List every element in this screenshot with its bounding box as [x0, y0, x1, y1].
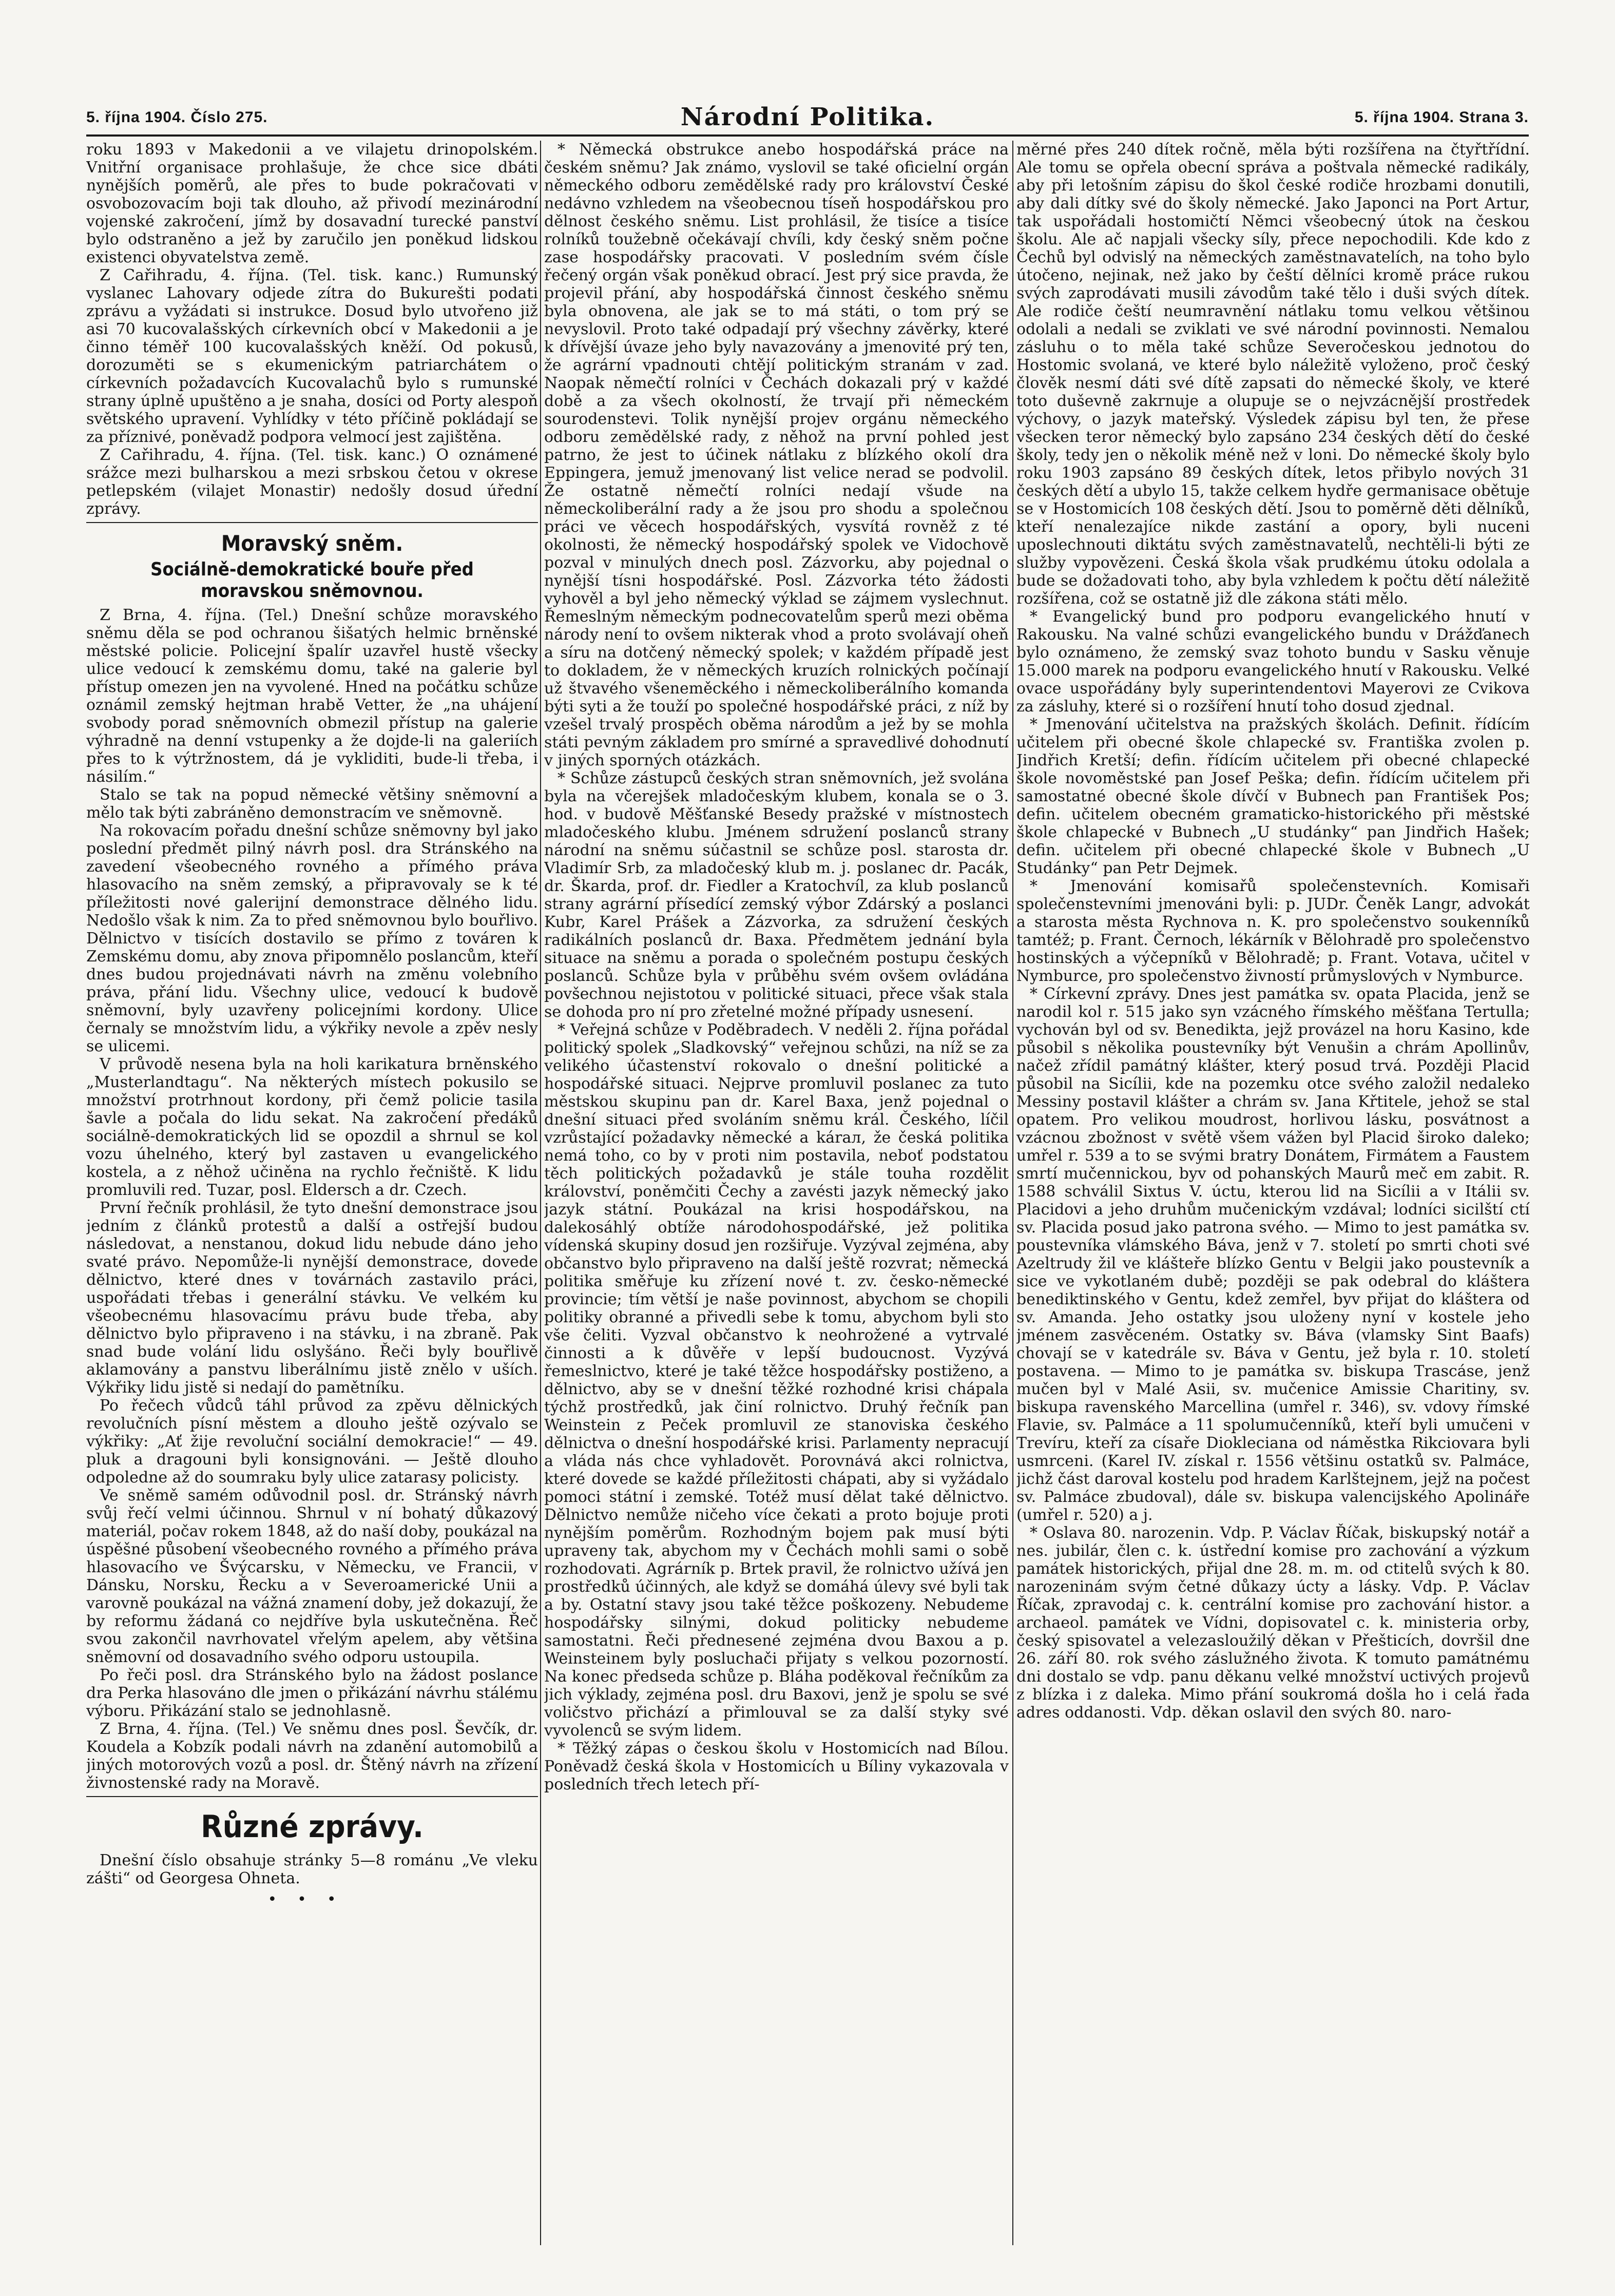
- article-paragraph: roku 1893 v Makedonii a ve vilajetu drinopolském. Vnitřní organisace prohlašuje, že chce sice dbáti nynějších poměrů, ale přes to bude pokračovati v osvobozovacím boji tak dlouho, až přivodí mezinárodní vojenské zakročení, jímž by dosavadní turecké panství bylo odstraněno a jež by zaručilo jen poněkud lidskou existenci obyvatelstva země.: [86, 141, 538, 266]
- column-divider: [1012, 141, 1013, 2245]
- article-paragraph: * Církevní zprávy. Dnes jest památka sv. opata Placida, jenž se narodil kol r. 515 jako syn vzácného římského měšťana Tertulla; vychován byl od sv. Benedikta, jejž provázel na horu Kasino, kde působil s několika poustevníky být Venušin a chrám Apollinův, načež zřídil památný klášter, který posud trvá. Později Placid působil na Sicílii, kde na pozemku otce svého založil nedaleko Messiny postavil klášter a chrám sv. Jana Křtitele, jehož se stal opatem. Pro velikou moudrost, horlivou lásku, posvátnost a vzácnou zbožnost v světě všem vážen byl Placid široko daleko; umřel r. 539 a to se svými bratry Donátem, Firmátem a Faustem smrtí mučennickou, byv od pohanských Maurů meč em zabit. R. 1588 schválil Sixtus V. úctu, kterou lid na Sicílii a v Itálii sv. Placidovi a jeho druhům mučenickým vzdával; lodníci sicilští ctí sv. Placida posud jako patrona svého. — Mimo to jest památka sv. poustevníka vlámského Báva, jenž v 7. století po smrti choti své Azeltrudy žil ve klášteře blízko Gentu v Belgii jako poustevník a sice ve vykotlaném dubě; později se pak odebral do kláštera benediktinského v Gentu, kdež zemřel, byv přijat do kláštera od sv. Amanda. Jeho ostatky jsou uloženy nyní v kostele jeho jménem zasvěceném. Ostatky sv. Báva (vlamsky Sint Baafs) chovají se v katedrále sv. Báva v Gentu, jež byla r. 10. století postavena. — Mimo to je památka sv. biskupa Trascáse, jenž mučen byl v Malé Asii, sv. mučenice Amissie Charitiny, sv. biskupa ravenského Marcellina (umřel r. 346), sv. vdovy římské Flavie, sv. Palmáce a 11 spolumučenníků, kteří byli umučeni v Trevíru, kteří za císaře Diokleciana od náměstka Rikciovara byli usmrceni. (Karel IV. získal r. 1556 většinu ostatků sv. Palmáce, jichž část daroval kostelu pod hradem Karlštejnem, jejž na počest sv. Palmáce zbudoval), dále sv. biskupa valencijského Apolináře (umřel r. 520) a j.: [1016, 985, 1530, 1524]
- masthead-title: Národní Politika.: [680, 103, 935, 131]
- article-paragraph: * Těžký zápas o českou školu v Hostomicích nad Bílou. Poněvadž česká škola v Hostomicích u Bíliny vykazovala v posledních třech letech pří-: [544, 1740, 1009, 1793]
- article-paragraph: Na rokovacím pořadu dnešní schůze sněmovny byl jako poslední předmět pilný návrh posl. dra Stránského na zavedení všeobecného rovného a přímého práva hlasovacího na sněm zemský, a připravovaly se k té příležitosti nové galerijní demonstrace dělného lidu. Nedošlo však k nim. Za to před sněmovnou bylo bouřlivo. Dělnictvo v tisících dostavilo se přímo z továren k Zemskému domu, aby znova připomnělo poslancům, kteří dnes budou projednávati návrh na změnu volebního práva, přání lidu. Všechny ulice, vedoucí k budově sněmovní, byly uzavřeny policejními kordony. Ulice černaly se množstvím lidu, a výkřiky nevole a zpěv nesly se ulicemi.: [86, 822, 538, 1055]
- article-paragraph: V průvodě nesena byla na holi karikatura brněnského „Musterlandtagu“. Na některých místech pokusilo se množství protrhnout kordony, při čemž policie tasila šavle a počala do lidu sekat. Na zakročení předáků sociálně-demokratických lid se opozdil a shrnul se kol vozu úhelného, který byl zastaven u evangelického kostela, a z něhož učiněna na rychlo řečniště. K lidu promluvili red. Tuzar, posl. Eldersch a dr. Czech.: [86, 1055, 538, 1199]
- article-paragraph: * Evangelický bund pro podporu evangelického hnutí v Rakousku. Na valné schůzi evangelického bundu v Drážďanech bylo oznámeno, že zemský svaz tohoto bundu v Sasku věnuje 15.000 marek na podporu evangelického hnutí v Rakousku. Velké ovace uspořádány byly superintendentovi Mayerovi ze Cvikova za zásluhy, které si o rozšíření hnutí toho dosud zjednal.: [1016, 608, 1530, 716]
- section-subtitle: Sociálně-demokratické bouře před moravskou sněmovnou.: [150, 559, 474, 602]
- section-divider: [86, 522, 538, 523]
- article-paragraph: Stalo se tak na popud německé většiny sněmovní a mělo tak býti zabráněno demonstracím ve sněmovně.: [86, 786, 538, 822]
- article-paragraph: Po řečech vůdců táhl průvod za zpěvu dělnických revolučních písní městem a dlouho ještě ozývalo se výkřiky: „Ať žije revoluční sociální demokracie!“ — 49. pluk a dragouni byli konsignováni. — Ještě dlouho odpoledne až do soumraku byly ulice zatarasy policisty.: [86, 1397, 538, 1487]
- section-divider: [86, 1796, 538, 1797]
- column-3: [1016, 141, 1530, 2245]
- section-title-news: Různé zprávy.: [201, 1809, 424, 1845]
- section-title: Moravský sněm.: [221, 531, 403, 556]
- ornament-dots: •••: [267, 1890, 357, 1908]
- article-paragraph: * Německá obstrukce anebo hospodářská práce na českém sněmu? Jak známo, vyslovil se také oficielní orgán německého odboru zemědělské rady pro království České nedávno vzhledem na všeobecnou tíseň hospodářskou pro dělnost českého sněmu. List prohlásil, že tisíce a tisíce rolníků toužebně očekávají chvíli, kdy český sněm počne zase hospodářsky pracovati. V posledním svém čísle řečený orgán však poněkud obrací. Jest prý sice pravda, že projevil přání, aby hospodářská činnost českého sněmu byla obnovena, ale jak se to má státi, o tom prý se nevyslovil. Proto také odpadají prý všechny závěrky, které k dřívější úvaze jeho byly navazovány a jmenovité prý ten, že agrární vpadnouti chtějí politickým stranám v zad. Naopak němečtí rolníci v Čechách dokazali prý v každé době a za všech okolností, že trvají při německém sourodenstevi. Tolik nynější projev orgánu německého odboru zemědělské rady, z něhož na první pohled jest patrno, že jest to účinek nátlaku z blízkého okolí dra Eppingera, jemuž jmenovaný list velice nerad se podvolil. Že ostatně němečtí rolníci nedají všude na německoliberální rady a že jsou pro shodu a společnou práci ve věcech hospodářských, vysvítá rovněž z té okolnosti, že německý hospodářský spolek ve Vidochově pozval v minulých dnech posl. Zázvorku, aby pojednal o nynější tísni hospodářské. Posl. Zázvorka této žádosti vyhověl a byl jeho německý výklad se zájmem vyslechnut. Řemeslným německým podnecovatelům sperů mezi oběma národy není to ovšem nikterak vhod a proto svolávají oheň a síru na dotčený německý spolek; v každém případě jest to dokladem, že v německých kruzích rolnických počínají už štvavého všeneměckého i německoliberálního komanda býti syti a že touží po společné hospodářské práci, z níž by vzešel trvalý prospěch oběma národům a jež by se mohla státi pevným základem pro smírné a spravedlivé dohodnutí v jiných sporných otázkách.: [544, 141, 1009, 769]
- article-paragraph: Z Cařihradu, 4. října. (Tel. tisk. kanc.) O oznámené srážce mezi bulharskou a mezi srbskou četou v okrese petlepském (vilajet Monastir) nedošly dosud úřední zprávy.: [86, 446, 538, 518]
- article-paragraph: Ve sněmě samém odůvodnil posl. dr. Stránský návrh svůj řečí velmi účinnou. Shrnul v ní bohatý důkazový materiál, počav rokem 1848, až do naší doby, poukázal na úspěšné působení všeobecného rovného a přímého práva hlasovacího ve Švýcarsku, v Německu, ve Francii, v Dánsku, Norsku, Řecku a v Severoamerické Unii a varovně poukázal na vážná znamení doby, jež dokazují, že by reformu žádaná co nejdříve byla uskutečněna. Řeč svou zakončil navrhovatel vřelým apelem, aby většina sněmovní od dosavadního svého odporu ustoupila.: [86, 1487, 538, 1666]
- article-paragraph: měrné přes 240 dítek ročně, měla býti rozšířena na čtyřtřídní. Ale tomu se opřela obecní správa a poštvala německé radikály, aby při letošním zápisu do škol české rodiče hrozbami donutili, aby dali dítky své do školy německé. Jako Japonci na Port Artur, tak uspořádali hostomičtí Němci všeobecný útok na českou školu. Ale ač napjali všecky síly, přece nepochodili. Kde kdo z Čechů byl odvislý na německých zaměstnavatelích, na toho bylo útočeno, nejinak, než jako by čeští dělníci kromě práce rukou svých zaprodávati musili závodům také tělo i duši svých dítek. Ale rodiče čeští neumravnění nátlaku tomu velkou většinou odolali a nedali se zviklati ve své národní povinnosti. Nemalou zásluhu o to měla také schůze Severočeskou jednotou do Hostomic svolaná, ve které bylo náležitě vyloženo, proč český člověk nesmí dáti své dítě zapsati do německé školy, ve které toto duševně zakrnuje a olupuje se o nejvzácnější prostředek výchovy, o jazyk mateřský. Výsledek zápisu byl ten, že přese všecken teror německý bylo zapsáno 234 českých dětí do české školy, tedy jen o několik méně než v loni. Do německé školy bylo roku 1903 zapsáno 89 českých dítek, letos přibylo nových 31 českých dětí a ubylo 15, takže celkem hydře germanisace obětuje se v Hostomicích 108 českých dětí. Jsou to poměrně děti dělníků, kteří nenalezajíce nikde zastání a opory, byli nuceni uposlechnouti diktátu svých zaměstnavatelů, nechtěli-li býti ze služby vypovězeni. Česká škola však prudkému útoku odolala a bude se dožadovati toho, aby byla vzhledem k počtu dětí náležitě rozšířena, což se ostatně již dle zákona státi mělo.: [1016, 141, 1530, 608]
- article-paragraph: Dnešní číslo obsahuje stránky 5—8 románu „Ve vleku zášti“ od Georgesa Ohneta.: [86, 1851, 538, 1887]
- article-paragraph: * Schůze zástupců českých stran sněmovních, jež svolána byla na včerejšek mladočeským klubem, konala se o 3. hod. v budově Měšťanské Besedy pražské v místnostech mladočeského klubu. Jménem sdružení poslanců strany národní na sněmu súčastnil se schůze posl. starosta dr. Vladimír Srb, za mladočeský klub m. j. poslanec dr. Pacák, dr. Škarda, prof. dr. Fiedler a Kratochvíl, za klub poslanců strany agrární přísedící zemský výbor Zdárský a poslanci Kubr, Karel Prášek a Zázvorka, za sdružení českých radikálních poslanců dr. Baxa. Předmětem jednání byla situace na sněmu a porada o společném postupu českých poslanců. Schůze byla v průběhu svém ovšem ovládána povšechnou nejistotou v politické situaci, přece však stala se dohoda pro ní pro zřetelné možné případy usnesení.: [544, 769, 1009, 1021]
- header-date-page: 5. října 1904. Strana 3.: [1354, 109, 1529, 126]
- article-paragraph: První řečník prohlásil, že tyto dnešní demonstrace jsou jedním z článků protestů a další a ostřejší budou následovat, a nenstanou, dokud lidu nebude dáno jeho svaté právo. Nepomůže-li nynější demonstrace, dovede dělnictvo, které dnes v továrnách zastavilo práci, uspořádati třebas i generální stávku. Ve velkém ku všeobecnému hlasovacímu právu bude třeba, aby dělnictvo bylo připraveno i na stávku, i na zbraně. Pak snad bude volání lidu oslyšáno. Řeči byly bouřlivě aklamovány a panstvu liberálnímu jistě znělo v uších. Výkřiky lidu jistě si nedají do pamětníku.: [86, 1199, 538, 1397]
- article-paragraph: * Oslava 80. narozenin. Vdp. P. Václav Říčak, biskupský notář a nes. jubilár, člen c. k. ústřední komise pro zachování a výzkum památek historických, přijal dne 28. m. m. od ctitelů svých k 80. narozeninám svým četné důkazy úcty a lásky. Vdp. P. Václav Říčak, zpravodaj c. k. centrální komise pro zachování histor. a archaeol. památek ve Vídni, dopisovatel c. k. ministeria orby, český spisovatel a velezasloužilý děkan v Přešticích, dovršil dne 26. září 80. rok svého záslužného života. K tomuto památnému dni dostalo se vdp. panu děkanu velké množství uctivých projevů z blízka i z daleka. Mimo přání soukromá došla ho i celá řada adres oddanosti. Vdp. děkan oslavil den svých 80. naro-: [1016, 1524, 1530, 1722]
- column-1: [86, 141, 538, 2245]
- article-paragraph: * Veřejná schůze v Poděbradech. V neděli 2. října pořádal politický spolek „Sladkovský“ veřejnou schůzi, na níž se za velikého účastenství rokovalo o dnešní politické a hospodářské situaci. Nejprve promluvil poslanec za tuto městskou skupinu pan dr. Karel Baxa, jenž pojednal o dnešní situaci před svoláním sněmu král. Českého, líčil vzrůstající požadavky německé a kárал, že česká politika nemá toho, co by v proti nim postavila, neboť podstatou těch politických požadavků je stále touha rozdělit království, poněmčiti Čechy a zavésti jazyk německý jako jazyk státní. Poukázal na krisi hospodářskou, na dalekosáhlý obtíže národohospodářské, jež politika vídenská skupiny dosud jen rozšiřuje. Vyzýval zejména, aby občanstvo bylo připraveno na další ještě rozvrat; německá politika směřuje ku zřízení nové t. zv. česko-německé provincie; tím větší je naše povinnost, abychom se chopili politiky obranné a přivedli sebe k tomu, abychom byli sto vše čeliti. Vyzval občanstvo k neohrožené a vytrvalé činnosti a k důvěře v lepší budoucnost. Vyzývá řemeslnictvo, které je také těžce hospodářsky postiženo, a dělnictvo, aby se v dnešní těžké rozhodné krisi chápala týchž prostředků, jak činí rolnictvo. Druhý řečník pan Weinstein z Peček promluvil ze stanoviska českého dělnictva o dnešní hospodářské krisi. Parlamenty nepracují a vláda nás chce vyhladovět. Porovnává akci rolnictva, které dovede se každé příležitosti chápati, aby si vyžádalo pomoci státní i zemské. Totéž musí dělat také dělnictvo. Dělnictvo nemůže ničeho více čekati a proto bojuje proti nynějším poměrům. Rozhodným bojem pak musí býti upraveny tak, abychom my v Čechách mohli sami o sobě rozhodovati. Agrárník p. Brtek pravil, že rolnictvo užívá jen prostředků účinných, ale když se domáhá úlevy své byli tak a by. Ostatní stavy jsou také těžce poškozeny. Nebudeme hospodářsky silnými, dokud politicky nebudeme samostatni. Řeči přednesené zejména dvou Baxou a p. Weinsteinem byly posluchači přijaty s velkou pozorností. Na konec předseda schůze p. Bláha poděkoval řečníkům za jich výklady, zejména posl. dru Baxovi, jenž je spolu se své voličstvo přichází a přimlouval se za další styky své vyvolenců se svým lidem.: [544, 1021, 1009, 1740]
- article-paragraph: * Jmenování komisařů společenstevních. Komisaři společenstevními jmenováni byli: p. JUDr. Čeněk Langr, advokát a starosta města Rychnova n. K. pro společenstvo soukenníků tamtéž; p. Frant. Černoch, lékárník v Bělohradě pro společenstvo hostinských a výčepníků v Bělohradě; p. Frant. Votava, učitel v Nymburce, pro společenstvo živností průmyslových v Nymburce.: [1016, 877, 1530, 985]
- article-paragraph: Z Brna, 4. října. (Tel.) Ve sněmu dnes posl. Ševčík, dr. Koudela a Kobzík podali návrh na zdanění automobilů a jiných motorových vozů a posl. dr. Štěný návrh na zřízení živnostenské rady na Moravě.: [86, 1720, 538, 1792]
- article-paragraph: Z Brna, 4. října. (Tel.) Dnešní schůze moravského sněmu děla se pod ochranou šišatých helmic brněnské městské policie. Policejní špalír uzavřel hustě všecky ulice vedoucí k zemskému domu, také na galerie byl přístup omezen jen na vyvolené. Hned na počátku schůze oznámil zemský hejtman hrabě Vetter, že „na uhájení svobody porad sněmovních obmezil přístup na galerie výhradně na denní vstupenky a že dojde-li na galeriích přes to k výtržnostem, dá je vykliditi, bude-li třeba, i násilím.“: [86, 606, 538, 786]
- column-2: [544, 141, 1009, 2245]
- article-paragraph: * Jmenování učitelstva na pražských školách. Definit. řídícím učitelem při obecné škole chlapecké sv. Františka zvolen p. Jindřich Kretší; defin. řídícím učitelem při obecné chlapecké škole novoměstské pan Josef Peška; defin. řídícím učitelem při samostatné obecné škole dívčí v Bubnech pan František Pos; defin. učitelem obecném gramaticko-historického při městské škole chlapecké v Bubnech „U studánky“ pan Jindřich Hašek; defin. učitelem při obecné chlapecké škole v Bubnech „U Studánky“ pan Petr Dejmek.: [1016, 716, 1530, 877]
- header-rule: [86, 134, 1529, 137]
- article-paragraph: Z Cařihradu, 4. října. (Tel. tisk. kanc.) Rumunský vyslanec Lahovary odjede zítra do Bukurešti podati zprávu a vyžádati si instrukce. Dosud bylo utvořeno již asi 70 kucovalašských církevních obcí v Makedonii a je činno téměř 100 kucovalašských kněží. Od pokusů, dorozuměti se s ekumenickým patriarchátem o církevních požadavcích Kucovalachů bylo s rumunské strany úplně upuštěno a je snaha, dosíci od Porty alespoň světského upravení. Vyhlídky v této příčině pokládají se za příznivé, poněvadž podpora velmocí jest zajištěna.: [86, 266, 538, 446]
- article-paragraph: Po řeči posl. dra Stránského bylo na žádost poslance dra Perka hlasováno dle jmen o přikázání návrhu stálému výboru. Přikázání stalo se jednohlasně.: [86, 1666, 538, 1720]
- header-date-issue: 5. října 1904. Číslo 275.: [86, 109, 268, 126]
- column-divider: [540, 141, 541, 2245]
